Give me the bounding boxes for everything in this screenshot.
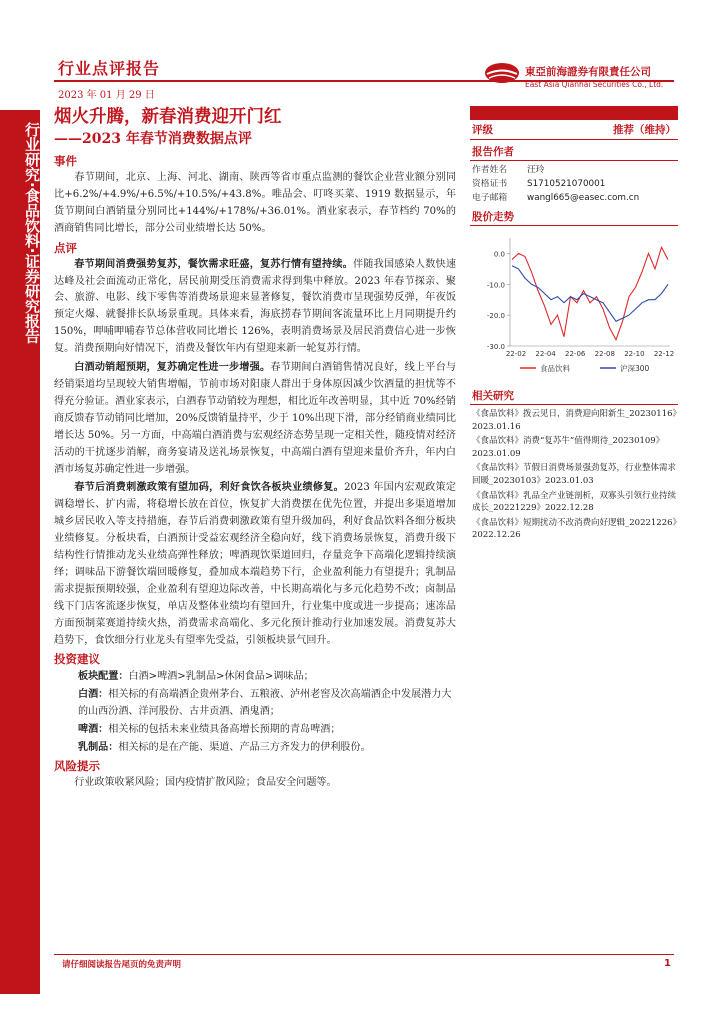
series-line-csi300 <box>512 266 668 322</box>
page-subtitle: ——2023 年春节消费数据点评 <box>54 131 252 147</box>
paragraph-body: 伴随我国感染人数快速达峰及社会面流动正常化，居民前期受压消费需求得到集中释放。2023 年春节探亲、聚会、旅游、电影、线下零售等消费场景迎来显著修复，餐饮消费市呈现强势反弹，年夜饭预定火爆、就餐排长队场景重现。具体来看，海底捞春节期间客流量环比上月同期提升约 150%，呷哺呷哺春节总体营收同比增长 126%，表明消费场景及居民消费信心进一步恢复。消费预期向好情况下，消费及餐饮年内有望迎来新一轮复苏行情。 <box>54 258 457 355</box>
y-tick-label: 0.0 <box>493 250 505 259</box>
paragraph-lead: 白酒动销超预期，复苏确定性进一步增强。 <box>74 362 271 374</box>
report-type: 行业点评报告 <box>58 59 161 78</box>
rating-value: 推荐（维持） <box>613 124 676 136</box>
invest-item-label: 乳制品： <box>78 742 119 754</box>
paragraph-body: 春节期间白酒销售情况良好，线上平台与经销渠道均呈现较大销售增幅，节前市场对阳康人群出于身体原因减少饮酒量的担忧等不得充分验证。酒业家表示，白酒春节动销较为理想，相比近年改善明显，其中近 70%经销商反馈春节动销同比增加，20%反馈销量持平，少于 10%出现下滑，部分经销商业绩同比增长达 50%。另一方面，中高端白酒消费与宏观经济态势呈现一定相关性，随疫情对经济活动的干扰逐步消解，商务宴请及送礼场景恢复，中高端白酒有望迎来量价齐升，年内白酒市场复苏确定性进一步增强。 <box>54 362 457 475</box>
sidebar-top-bar <box>470 106 678 120</box>
author-key: 作者姓名 <box>472 165 508 175</box>
author-row <box>472 191 676 205</box>
author-info <box>470 161 678 205</box>
paragraph-body: 2023 年国内宏观政策定调稳增长、扩内需，将稳增长放在首位，恢复扩大消费摆在优先位置，并提出多渠道增加城乡居民收入等支持措施，春节后消费刺激政策有望升级加码，利好食品饮料各细分板块业绩修复。分板块看，白酒预计受益宏观经济全稳向好，线下消费场景恢复，消费升级下结构性行情推动龙头业绩高弹性释放；啤酒现饮渠道回归，存量竞争下高端化逻辑持续演绎；调味品下游餐饮端回暖修复，叠加成本端趋势下行，企业盈利能力有望提升；乳制品需求提振预期较强，企业盈利有望迎边际改善，中长期高端化与多元化趋势不改；卤制品线下门店客流逐步恢复，单店及整体业绩均有望回升，行业集中度或进一步提高；速冻品方面预制菜赛道持续火热，消费需求高端化、多元化预计推动行业加速发展。消费复苏大趋势下，食饮细分行业龙头有望率先受益，引领板块景气回升。 <box>54 482 456 646</box>
footer-rule <box>54 954 674 955</box>
x-tick-label: 22-10 <box>624 350 645 358</box>
y-tick-label: -20.0 <box>486 312 505 321</box>
invest-item-text: 相关标的是在产能、渠道、产品三方齐发力的伊利股份。 <box>118 742 371 754</box>
related-item[interactable]: 《食品饮料》乳品全产业链剖析，双寡头引领行业持续成长_20221229》2022.12.28 <box>472 490 677 514</box>
price-trend-svg <box>470 230 678 380</box>
related-item[interactable]: 《食品饮料》节假日消费场景强劲复苏，行业整体需求回暖_20230103》2023.01.03 <box>472 463 677 486</box>
related-item[interactable]: 《食品饮料》拨云见日，消费迎向阳新生_20230116》2023.01.16 <box>472 409 677 432</box>
company-name-cn: 東亞前海證券有限責任公司 <box>525 66 651 78</box>
x-tick-label: 22-08 <box>594 350 615 358</box>
comment-heading: 点评 <box>54 240 77 255</box>
x-tick-label: 22-04 <box>535 350 556 358</box>
legend-label: 沪深300 <box>620 364 650 373</box>
author-row <box>472 177 676 191</box>
invest-item-label: 板块配置： <box>78 671 129 683</box>
comment-paragraph-3 <box>54 480 456 649</box>
trend-heading: 股价走势 <box>470 209 678 226</box>
author-value: S1710521070001 <box>527 179 606 189</box>
related-item[interactable]: 《食品饮料》短期扰动不改消费向好逻辑_20221226》2022.12.26 <box>472 517 677 541</box>
x-tick-label: 22-02 <box>505 350 527 358</box>
risk-paragraph: 行业政策收紧风险；国内疫情扩散风险；食品安全问题等。 <box>74 777 337 789</box>
author-key: 电子邮箱 <box>472 193 508 203</box>
price-trend-chart <box>470 230 678 384</box>
rating-label: 评级 <box>472 124 493 136</box>
invest-item-label: 啤酒： <box>78 724 109 736</box>
invest-item <box>54 721 456 738</box>
invest-item <box>54 686 456 720</box>
author-value: wangl665@easec.com.cn <box>527 193 640 203</box>
related-item[interactable]: 《食品饮料》消费“复苏牛”值得期待_20230109》2023.01.09 <box>472 436 665 459</box>
event-heading: 事件 <box>54 154 77 168</box>
side-band-label: 行业研究·食品饮料·证券研究报告 <box>23 122 41 344</box>
company-name-en: East Asia Qianhai Securities Co., Ltd. <box>525 80 664 89</box>
author-heading: 报告作者 <box>470 144 678 161</box>
x-tick-label: 22-12 <box>653 350 675 358</box>
report-date: 2023 年 01 月 29 日 <box>58 90 155 101</box>
y-tick-label: -30.0 <box>486 343 505 351</box>
comment-paragraph-2 <box>54 360 456 478</box>
main-content <box>54 106 456 794</box>
page-number: 1 <box>664 958 671 969</box>
legend-label: 食品饮料 <box>540 364 570 373</box>
invest-item-text: 相关标的有高端酒企贵州茅台、五粮液、泸州老窖及次高端酒企中发展潜力大的山西汾酒、洋河股份、古井贡酒、酒鬼酒； <box>78 689 452 718</box>
invest-item-label: 白酒： <box>78 689 109 701</box>
invest-item-text: 相关标的包括未来业绩具备高增长预期的青岛啤酒； <box>108 724 341 736</box>
risk-heading: 风险提示 <box>54 759 100 774</box>
x-tick-label: 22-06 <box>565 350 586 358</box>
y-tick-label: -10.0 <box>486 281 505 290</box>
footer-disclaimer: 请仔细阅读报告尾页的免责声明 <box>62 960 182 970</box>
invest-heading: 投资建议 <box>54 652 100 667</box>
paragraph-lead: 春节期间消费强势复苏，餐饮需求旺盛，复苏行情有望持续。 <box>74 258 353 270</box>
related-heading: 相关研究 <box>470 388 678 405</box>
sidebar <box>470 106 678 544</box>
invest-item <box>54 739 456 756</box>
company-logo-icon <box>484 62 520 84</box>
rating-row <box>470 120 678 140</box>
comment-paragraph-1 <box>54 257 456 358</box>
page-title: 烟火升腾，新春消费迎开门红 <box>54 107 282 127</box>
author-row <box>472 163 676 177</box>
series-line-food-beverage <box>512 247 668 339</box>
author-key: 资格证书 <box>472 179 508 189</box>
paragraph-lead: 春节后消费刺激政策有望加码，利好食饮各板块业绩修复。 <box>74 482 345 494</box>
event-paragraph: 春节期间，北京、上海、河北、湖南、陕西等省市重点监测的餐饮企业营业额分别同比+6.2%/+4.9%/+6.5%/+10.5%/+43.8%。唯品会、叮咚买菜、1919 数据显示，年货节期间白酒销量分别同比+144%/+178%/+36.01%。酒业家表示，春节档约 70%的酒商销售同比增长，部分公司业绩增长达 50%。 <box>54 172 456 234</box>
invest-item <box>54 668 456 685</box>
invest-item-text: 白酒>啤酒>乳制品>休闲食品>调味品； <box>128 671 314 683</box>
related-list <box>470 405 678 542</box>
author-value: 汪玲 <box>527 165 545 175</box>
